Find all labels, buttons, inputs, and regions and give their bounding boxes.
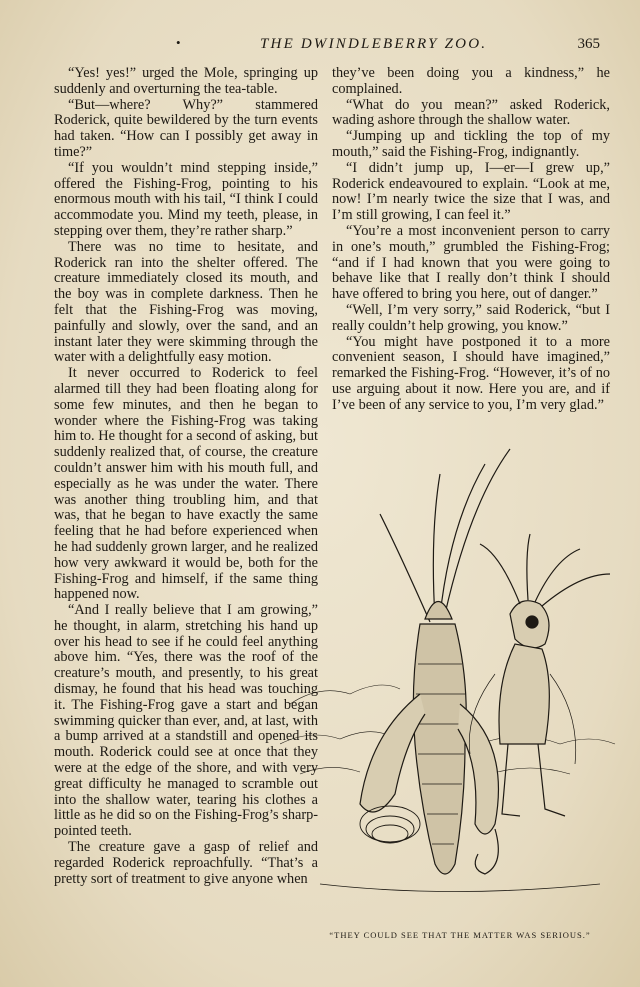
paragraph: “Well, I’m very sorry,” said Roderick, “but I really couldn’t help growing, you know.” [332, 301, 610, 334]
header-bullet: • [176, 35, 183, 50]
page-number: 365 [577, 36, 600, 52]
paragraph: “If you wouldn’t mind stepping inside,” offered the Fishing-Frog, pointing to his enormous mouth with his tail, “I think I could accommodate you. Mind my teeth, please, in stepping over them, they’re rather sharp.” [54, 159, 318, 239]
lobster-head [425, 602, 452, 620]
paragraph: It never occurred to Roderick to feel alarmed till they had been floating along for some few minutes, and then he began to wonder where the Fishing-Frog was taking him to. He thought for a second of asking, but suddenly realized that, of course, the creature couldn’t answer him with his mouth full, and especially as he was under the water. There was another thing troubling him, and that was, that he began to have exactly the same feeling that he had before experienced when he had suddenly grown larger, and he realized how very awkward it would be, both for the Fishing-Frog and himself, if the same thing happened now. [54, 365, 318, 603]
paragraph: “Yes! yes!” urged the Mole, springing up suddenly and overturning the tea-table. [54, 65, 318, 97]
paragraph: “I didn’t jump up, I—er—I grew up,” Roderick endeavoured to explain. “Look at me, now! I’m nearly twice the size that I was, and I’m still growing, I can feel it.” [332, 159, 610, 224]
shrimp-antenna [527, 534, 530, 600]
running-header [50, 36, 600, 58]
rope-coil [360, 806, 420, 843]
running-title: THE DWINDLEBERRY ZOO. [260, 36, 488, 52]
lobster-body [413, 624, 466, 874]
shrimp-eye [526, 616, 538, 628]
paragraph: “And I really believe that I am growing,” he thought, in alarm, stretching his hand up over his head to see if he could feel anything above him. “Yes, there was the roof of the creature’s mouth, and presently, to his great dismay, he found that his head was touching it. The Fishing-Frog gave a start and began swimming quicker than ever, and, at last, with a bump arrived at a standstill and opened its mouth. Roderick could see at once that they were at the edge of the shore, and with very great difficulty he managed to scramble out into the shallow water, tearing his clothes a little as he did so on the Fishing-Frog’s sharp-pointed teeth. [54, 602, 318, 840]
paragraph: The creature gave a gasp of relief and regarded Roderick reproachfully. “That’s a pretty sort of treatment to give anyone when [54, 839, 318, 887]
lobster-antenna [433, 474, 440, 619]
right-text-column [332, 66, 610, 414]
paragraph: they’ve been doing you a kindness,” he complained. [332, 65, 610, 97]
hook [475, 829, 498, 874]
paragraph: “But—where? Why?” stammered Roderick, quite bewildered by the turn events had taken. “How can I possibly get away in time?” [54, 96, 318, 160]
shrimp-antenna [542, 574, 610, 606]
illustration-caption: “THEY COULD SEE THAT THE MATTER WAS SERIOUS.” [329, 930, 591, 940]
lobster-antenna [380, 514, 430, 622]
lobster-antenna [440, 464, 485, 616]
left-text-column [54, 66, 318, 887]
paragraph: “You’re a most inconvenient person to carry in one’s mouth,” grumbled the Fishing-Frog; “and if I had known that you were going to behave like that I really don’t think I should have offered to bring you here, out of danger.” [332, 222, 610, 303]
shrimp-legs [502, 744, 565, 816]
paragraph: “You might have postponed it to a more convenient season, I should have imagined,” remarked the Fishing-Frog. “However, it’s of no use arguing about it now. Here you are, and if I’ve been of any service to you, I’m very glad.” [332, 333, 610, 413]
shrimp-antenna [480, 544, 520, 604]
lobster-antenna [445, 449, 510, 614]
ground-line [320, 884, 600, 892]
lobster-and-shrimp-illustration [280, 444, 620, 914]
paragraph: “What do you mean?” asked Roderick, wading ashore through the shallow water. [332, 96, 610, 129]
paragraph: There was no time to hesitate, and Roderick ran into the shelter offered. The creature immediately closed its mouth, and the boy was in complete darkness. Then he felt that the Fishing-Frog was moving, painfully and slowly, over the sand, and an instant later they were skimming through the water with a delightfully easy motion. [54, 238, 318, 366]
shrimp-body [499, 644, 549, 744]
paragraph: “Jumping up and tickling the top of my mouth,” said the Fishing-Frog, indignantly. [332, 128, 610, 160]
